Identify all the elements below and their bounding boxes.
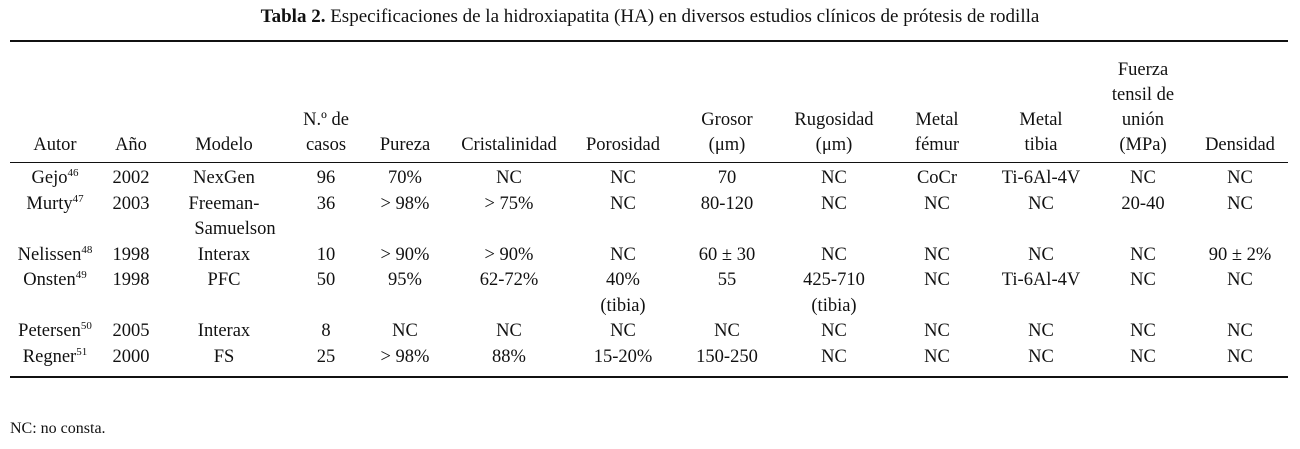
cell-line: FS [213, 346, 235, 367]
header-line: Metal [1019, 110, 1063, 130]
cell-modelo [162, 319, 286, 345]
cell-line: NC [610, 168, 636, 188]
cell-line: 425-710 [803, 270, 865, 290]
header-cristalinidad [444, 41, 574, 163]
cell-line: NC [821, 193, 847, 214]
cell-rugosidad [782, 268, 886, 319]
cell-line: NC [821, 346, 847, 367]
cell-densidad: NC [1227, 346, 1253, 367]
cell-anio: 2003 [112, 193, 150, 214]
cell-metal-tibia: NC [1028, 193, 1054, 214]
cell-metal-tibia: Ti-6Al-4V [1001, 168, 1081, 188]
cell-cristalinidad: > 90% [484, 244, 534, 265]
cell-cristalinidad: NC [496, 168, 522, 188]
footnote: NC: no consta. [10, 420, 106, 437]
cell-grosor: 80-120 [700, 193, 754, 214]
cell-line: NC [610, 244, 636, 265]
cell-line: NC [821, 321, 847, 341]
cell-rugosidad [782, 163, 886, 192]
table-body [10, 163, 1288, 378]
table-row [10, 268, 1288, 319]
cell-casos: 10 [316, 244, 336, 265]
cell-pureza: NC [392, 321, 418, 341]
cell-line: NC [821, 244, 847, 265]
header-porosidad [574, 41, 672, 163]
cell-metal-femur: NC [924, 321, 950, 341]
cell-casos: 36 [316, 193, 336, 214]
cell-anio: 2002 [112, 168, 150, 188]
header-line: Año [115, 135, 147, 155]
reference-number: 49 [75, 268, 87, 281]
table-row [10, 192, 1288, 243]
cell-pureza: 70% [388, 168, 422, 188]
cell-line: NexGen [193, 168, 255, 188]
cell-anio: 1998 [112, 244, 150, 265]
reference-number: 50 [80, 319, 92, 332]
cell-anio: 2000 [112, 346, 150, 367]
cell-metal-femur: CoCr [916, 168, 958, 188]
header-line: (μm) [708, 135, 746, 155]
header-line: tibia [1024, 135, 1058, 155]
cell-anio: 2005 [112, 321, 150, 341]
cell-line: Interax [197, 321, 251, 341]
author-name: Murty [26, 193, 73, 214]
cell-densidad: NC [1227, 321, 1253, 341]
cell-grosor: 60 ± 30 [698, 244, 756, 265]
cell-metal-femur: NC [924, 244, 950, 265]
header-line: unión [1121, 110, 1165, 130]
header-line: Autor [33, 135, 77, 155]
table-row [10, 243, 1288, 269]
header-line: N.º de [303, 110, 349, 130]
header-line: Porosidad [586, 135, 660, 155]
header-line: Grosor [701, 110, 753, 130]
cell-porosidad [574, 243, 672, 269]
cell-densidad: NC [1227, 168, 1253, 188]
cell-grosor: 70 [717, 168, 737, 188]
cell-porosidad [574, 345, 672, 378]
cell-cristalinidad: NC [496, 321, 522, 341]
cell-pureza: > 90% [380, 244, 430, 265]
cell-grosor: 55 [717, 270, 737, 290]
cell-fuerza-tensil: NC [1130, 346, 1156, 367]
cell-grosor: NC [714, 321, 740, 341]
cell-metal-tibia: NC [1028, 321, 1054, 341]
cell-modelo [162, 243, 286, 269]
header-line: Fuerza [1117, 60, 1169, 80]
cell-cristalinidad: 88% [492, 346, 526, 367]
cell-rugosidad [782, 192, 886, 243]
header-densidad [1192, 41, 1288, 163]
header-rugosidad [782, 41, 886, 163]
cell-autor [10, 268, 100, 319]
cell-densidad: NC [1227, 193, 1253, 214]
header-line: (MPa) [1119, 135, 1167, 155]
header-autor [10, 41, 100, 163]
cell-autor [10, 163, 100, 192]
cell-fuerza-tensil: NC [1130, 244, 1156, 265]
cell-cristalinidad: > 75% [484, 193, 534, 214]
cell-metal-femur: NC [924, 193, 950, 214]
cell-rugosidad [782, 243, 886, 269]
cell-line: Freeman- [188, 193, 260, 214]
table-caption [0, 4, 1300, 30]
cell-line: Samuelson [194, 219, 276, 239]
cell-casos: 8 [321, 321, 331, 341]
cell-metal-tibia: NC [1028, 346, 1054, 367]
cell-porosidad [574, 192, 672, 243]
cell-anio: 1998 [112, 270, 150, 290]
caption-text: Especificaciones de la hidroxiapatita (HA) en diversos estudios clínicos de prótesis de rodilla [330, 6, 1040, 27]
cell-metal-tibia: Ti-6Al-4V [1001, 270, 1081, 290]
cell-autor [10, 345, 100, 378]
author-name: Petersen [18, 321, 81, 341]
header-line: tensil de [1111, 85, 1175, 105]
author-name: Gejo [31, 168, 68, 188]
header-line: Rugosidad [794, 110, 874, 130]
cell-porosidad [574, 163, 672, 192]
header-line: fémur [914, 135, 960, 155]
cell-autor [10, 319, 100, 345]
author-name: Nelissen [17, 244, 82, 265]
cell-metal-tibia: NC [1028, 244, 1054, 265]
reference-number: 46 [67, 166, 79, 179]
cell-pureza: > 98% [380, 346, 430, 367]
cell-porosidad [574, 268, 672, 319]
cell-modelo [162, 163, 286, 192]
cell-pureza: 95% [388, 270, 422, 290]
cell-line: (tibia) [811, 295, 857, 316]
cell-pureza: > 98% [380, 193, 430, 214]
cell-cristalinidad: 62-72% [479, 270, 539, 290]
cell-modelo [162, 268, 286, 319]
cell-line: PFC [207, 270, 241, 290]
cell-line: NC [821, 168, 847, 188]
cell-line: 40% [606, 270, 640, 290]
cell-rugosidad [782, 319, 886, 345]
cell-porosidad [574, 319, 672, 345]
cell-densidad: NC [1227, 270, 1253, 290]
header-modelo [162, 41, 286, 163]
header-line: Cristalinidad [461, 135, 557, 155]
header-line: (μm) [815, 135, 853, 155]
cell-line: Interax [197, 244, 251, 265]
caption-label: Tabla 2. [260, 6, 326, 27]
table-row [10, 163, 1288, 192]
reference-number: 47 [72, 192, 84, 205]
cell-rugosidad [782, 345, 886, 378]
cell-fuerza-tensil: NC [1130, 270, 1156, 290]
cell-line: 15-20% [593, 346, 653, 367]
header-fuerza-tensil [1094, 41, 1192, 163]
table-row [10, 345, 1288, 378]
header-metal-femur [886, 41, 988, 163]
cell-autor [10, 243, 100, 269]
header-line: Metal [915, 110, 959, 130]
cell-autor [10, 192, 100, 243]
header-anio [100, 41, 162, 163]
header-line: casos [305, 135, 347, 155]
cell-fuerza-tensil: NC [1130, 168, 1156, 188]
cell-densidad: 90 ± 2% [1208, 244, 1272, 265]
reference-number: 48 [81, 243, 93, 256]
specifications-table [10, 40, 1288, 378]
cell-casos: 96 [316, 168, 336, 188]
cell-grosor: 150-250 [696, 346, 758, 367]
header-line: Modelo [195, 135, 253, 155]
cell-metal-femur: NC [924, 270, 950, 290]
cell-fuerza-tensil: NC [1130, 321, 1156, 341]
cell-modelo [162, 192, 286, 243]
header-line: Pureza [379, 135, 431, 155]
cell-line: NC [610, 193, 636, 214]
header-line: Densidad [1205, 135, 1275, 155]
header-grosor [672, 41, 782, 163]
header-pureza [366, 41, 444, 163]
cell-fuerza-tensil: 20-40 [1121, 193, 1165, 214]
cell-line: NC [610, 321, 636, 341]
cell-line: (tibia) [600, 295, 646, 316]
header-casos [286, 41, 366, 163]
cell-metal-femur: NC [924, 346, 950, 367]
reference-number: 51 [76, 345, 88, 358]
header-metal-tibia [988, 41, 1094, 163]
cell-modelo [162, 345, 286, 378]
author-name: Onsten [23, 270, 76, 290]
cell-casos: 50 [316, 270, 336, 290]
cell-casos: 25 [316, 346, 336, 367]
table-row [10, 319, 1288, 345]
table-header [10, 41, 1288, 163]
author-name: Regner [22, 346, 77, 367]
